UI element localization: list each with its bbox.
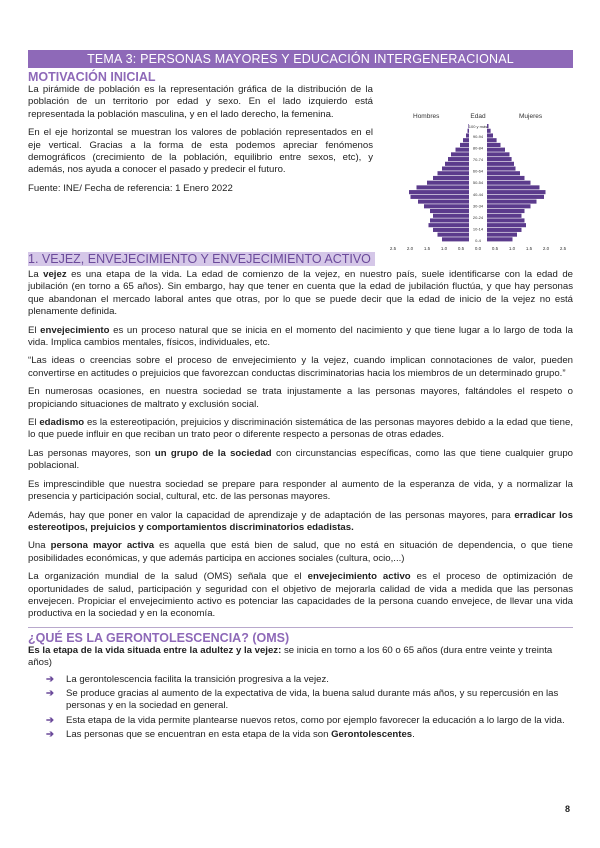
- pyramid-bar-men: [430, 209, 469, 213]
- pyramid-bar-men: [418, 200, 469, 204]
- pyramid-label-men: Hombres: [413, 113, 440, 120]
- pyramid-bar-men: [433, 176, 469, 180]
- section-1-paragraph-mayor-activa: Una persona mayor activa es aquella que está bien de salud, que no está en situación de dependencia, o que tiene posibilidades económicas, y que además participa en acciones sociales (cultura, ocio,...): [28, 540, 574, 564]
- pyramid-x-tick: 1,5: [525, 246, 533, 250]
- arrow-right-icon: ➔: [46, 729, 55, 741]
- pyramid-bar-men: [463, 138, 469, 142]
- pyramid-x-tick: 0,0: [474, 246, 482, 250]
- pyramid-bar-women: [487, 204, 531, 208]
- pyramid-bar-men: [427, 181, 469, 185]
- pyramid-bar-men: [460, 143, 469, 147]
- pyramid-age-label: 50-54: [472, 180, 484, 186]
- pyramid-bar-men: [430, 218, 469, 222]
- list-item: ➔ Se produce gracias al aumento de la expectativa de vida, la buena salud durante más años, y su repercusión en las personas y en la sociedad en general.: [46, 687, 559, 712]
- pyramid-bar-men: [433, 214, 469, 218]
- pyramid-bar-men: [409, 190, 469, 194]
- pyramid-bar-men: [442, 237, 469, 241]
- pyramid-bar-women: [487, 190, 546, 194]
- section-1-paragraph-vejez: La vejez es una etapa de la vida. La edad de comienzo de la vejez, en nuestro país, suele identificarse con la edad de jubilación (en torno a 65 años). Sin embargo, hay que tener en cuenta que la edad de jubilación fluctúa, y que hay personas que abandonan el mercado laboral antes que otras, por lo que se puede decir que la edad de inicio de la vejez no está plenamente definida.: [28, 269, 573, 318]
- pyramid-label-age: Edad: [470, 113, 486, 120]
- page-number: 8: [564, 804, 570, 814]
- intro-paragraph-1: La pirámide de población es la representación gráfica de la distribución de la población de un territorio por edad y sexo. En el lado izquierdo está representada la población masculina, y en el lado derecho, la femenina.: [28, 84, 373, 120]
- page-title: TEMA 3: PERSONAS MAYORES Y EDUCACIÓN INTERGENERACIONAL: [28, 50, 573, 68]
- gerontolescencia-list: [28, 674, 573, 742]
- pyramid-age-label: 40-44: [472, 191, 484, 197]
- intro-text: [28, 70, 373, 250]
- pyramid-age-label: 30-34: [472, 203, 484, 209]
- pyramid-bar-women: [487, 237, 513, 241]
- section-1-quote: “Las ideas o creencias sobre el proceso de envejecimiento y la vejez, cuando implican connotaciones de valor, pueden convertirse en actitudes o prejuicios que favorezcan conductas discriminatorias hacia los miembros de un determinado grupo.”: [28, 355, 573, 379]
- section-2-heading: ¿QUÉ ES LA GERONTOLESCENCIA? (OMS): [28, 630, 290, 645]
- intro-heading: MOTIVACIÓN INICIAL: [28, 70, 156, 84]
- list-item: ➔ La gerontolescencia facilita la transición progresiva a la vejez.: [46, 673, 329, 685]
- intro-section: [28, 70, 573, 250]
- pyramid-x-tick: 0,5: [491, 246, 499, 250]
- pyramid-age-label: 0-4: [475, 238, 481, 243]
- pyramid-bar-women: [487, 129, 491, 133]
- section-1-paragraph-esperanza: Es imprescindible que nuestra sociedad se prepare para responder al aumento de la esperanza de vida, y a normalizar la presencia y participación social, cultural, etc. de las personas mayores.: [28, 478, 573, 503]
- pyramid-x-tick: 2,5: [559, 246, 567, 250]
- arrow-right-icon: ➔: [46, 673, 55, 685]
- pyramid-age-label: 20-24: [472, 214, 484, 220]
- pyramid-bar-women: [487, 181, 531, 185]
- pyramid-x-tick: 2,5: [389, 246, 397, 250]
- section-1-heading: 1. VEJEZ, ENVEJECIMIENTO Y ENVEJECIMIENTO ACTIVO: [28, 252, 375, 266]
- pyramid-bar-women: [487, 223, 526, 227]
- pyramid-bar-men: [468, 129, 470, 133]
- pyramid-bar-women: [487, 209, 525, 213]
- population-pyramid: [383, 70, 573, 250]
- pyramid-bar-women: [487, 176, 525, 180]
- pyramid-age-label: 70-74: [472, 157, 484, 163]
- pyramid-bar-men: [456, 148, 470, 152]
- section-1-paragraph-oms: La organización mundial de la salud (OMS) señala que el envejecimiento activo es el proceso de optimización de oportunidades de salud, participación y seguridad con el objetivo de mejorarla calidad de vida a medida que las personas envejecen. Propiciar el envejecimiento activo es potenciar las capacidades de la persona cuando envejece, de llevar una vida productiva en la sociedad y en la economía.: [28, 571, 574, 620]
- pyramid-age-top: 100 y más: [468, 124, 488, 129]
- pyramid-bar-men: [429, 223, 470, 227]
- pyramid-bar-women: [487, 228, 522, 232]
- pyramid-bar-men: [433, 228, 469, 232]
- pyramid-x-tick: 1,0: [440, 246, 448, 250]
- pyramid-bar-women: [487, 138, 497, 142]
- section-1-paragraph-grupo: Las personas mayores, son un grupo de la sociedad con circunstancias específicas, como las que tiene cualquier grupo poblacional.: [28, 447, 573, 472]
- pyramid-bar-men: [448, 157, 469, 161]
- list-item: ➔ Las personas que se encuentran en esta etapa de la vida son Gerontolescentes.: [46, 729, 415, 741]
- section-divider: [28, 627, 573, 628]
- pyramid-x-tick: 0,5: [457, 246, 465, 250]
- arrow-right-icon: ➔: [46, 687, 55, 699]
- pyramid-bar-men: [411, 195, 470, 199]
- section-1-paragraph-injusticia: En numerosas ocasiones, en nuestra sociedad se trata injustamente a las personas mayores, faltándoles el respeto o propiciando situaciones de maltrato y exclusión social.: [28, 386, 573, 410]
- pyramid-bar-women: [487, 200, 537, 204]
- list-item: ➔ Esta etapa de la vida permite plantearse nuevos retos, como por ejemplo favorecer la educación a lo largo de la vida.: [46, 714, 565, 726]
- section-1-paragraph-edadismo: El edadismo es la estereotipación, prejuicios y discriminación sistemática de las personas mayores debido a la edad que tiene, lo que puede influir en que reciban un trato peor o diferente respecto a personas de otras edades.: [28, 417, 573, 441]
- pyramid-bar-men: [442, 166, 469, 170]
- intro-source: Fuente: INE/ Fecha de referencia: 1 Enero 2022: [28, 182, 233, 194]
- pyramid-bar-women: [487, 148, 505, 152]
- section-2-definition: Es la etapa de la vida situada entre la adultez y la vejez: se inicia en torno a los 60 o 65 años (dura entre veinte y treinta años): [28, 644, 553, 669]
- pyramid-bar-women: [487, 152, 510, 156]
- pyramid-bar-men: [438, 233, 470, 237]
- arrow-right-icon: ➔: [46, 714, 55, 726]
- pyramid-age-label: 90-94: [472, 134, 484, 139]
- pyramid-bar-women: [487, 233, 517, 237]
- pyramid-chart: [383, 70, 573, 250]
- pyramid-bar-women: [487, 171, 520, 175]
- pyramid-age-label: 10-14: [472, 226, 484, 232]
- pyramid-bar-women: [487, 214, 522, 218]
- pyramid-x-tick: 2,0: [542, 246, 550, 250]
- pyramid-label-women: Mujeres: [519, 113, 543, 120]
- pyramid-bar-women: [487, 162, 514, 166]
- section-1-paragraph-aprendizaje: Además, hay que poner en valor la capacidad de aprendizaje y de adaptación de las personas mayores, para erradicar los estereotipos, prejuicios y comportamientos discriminatorios edadistas.: [28, 509, 573, 533]
- pyramid-x-tick: 2,0: [406, 246, 414, 250]
- pyramid-x-tick: 1,0: [508, 246, 516, 250]
- pyramid-bar-men: [424, 204, 469, 208]
- pyramid-bar-women: [487, 157, 512, 161]
- pyramid-bar-women: [487, 218, 525, 222]
- pyramid-bar-men: [417, 185, 470, 189]
- section-1-paragraph-envejecimiento: El envejecimiento es un proceso natural que se inicia en el momento del nacimiento y que tiene lugar a lo largo de toda la vida. Implica cambios mentales, físicos, individuales, etc.: [28, 324, 573, 349]
- pyramid-bar-men: [445, 162, 469, 166]
- pyramid-bar-men: [451, 152, 469, 156]
- pyramid-x-tick: 1,5: [423, 246, 431, 250]
- pyramid-age-label: 80-84: [472, 145, 484, 151]
- pyramid-bar-women: [487, 185, 540, 189]
- pyramid-bar-women: [487, 143, 501, 147]
- intro-paragraph-2: En el eje horizontal se muestran los valores de población representados en el eje vertical. Gracias a la forma de esta podemos apreciar fenómenos demográficos (crecimiento de la población, equilibrio entre sexos, etc), y además, nos ayuda a conocer el pasado y predecir el futuro.: [28, 127, 373, 176]
- page: [28, 50, 573, 744]
- pyramid-bar-men: [466, 133, 469, 137]
- pyramid-bar-women: [487, 133, 493, 137]
- pyramid-bar-women: [487, 166, 516, 170]
- pyramid-bar-men: [438, 171, 470, 175]
- pyramid-bar-women: [487, 195, 544, 199]
- pyramid-age-label: 60-64: [472, 168, 484, 174]
